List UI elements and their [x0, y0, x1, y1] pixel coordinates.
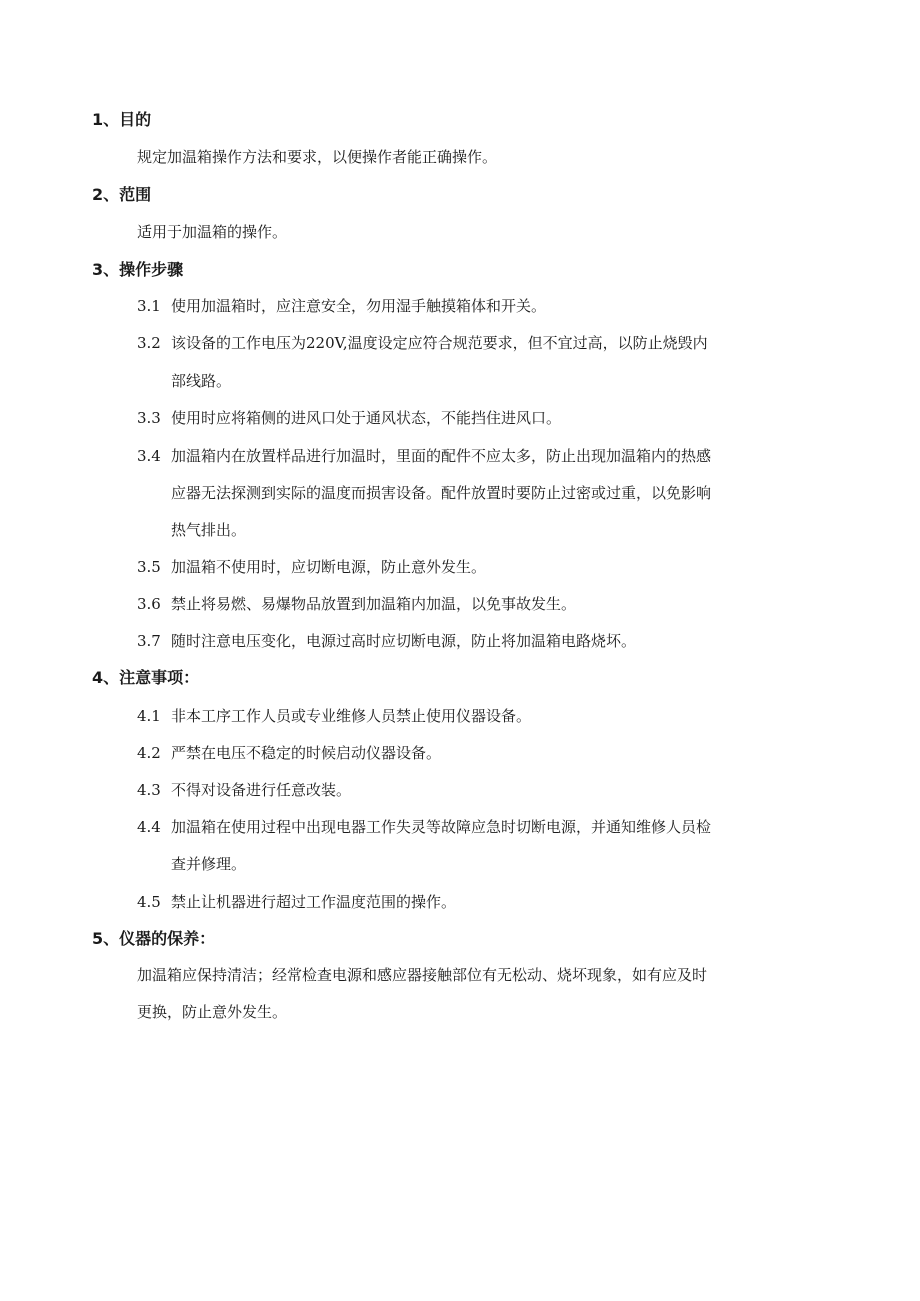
section-paragraph-continued: 更换，防止意外发生。	[137, 1003, 288, 1021]
item-text: 加温箱不使用时，应切断电源，防止意外发生。	[171, 558, 487, 576]
item-number: 4.3	[137, 781, 161, 799]
item-number: 3.3	[137, 409, 161, 427]
section-paragraph: 规定加温箱操作方法和要求，以便操作者能正确操作。	[137, 148, 498, 166]
list-item	[137, 295, 546, 317]
item-text: 禁止将易燃、易爆物品放置到加温箱内加温，以免事故发生。	[171, 595, 577, 613]
item-number: 3.1	[137, 297, 161, 315]
list-item	[137, 816, 711, 838]
item-number: 3.7	[137, 632, 161, 650]
list-item	[137, 630, 636, 652]
section-heading-procedure: 3、操作步骤	[92, 260, 184, 279]
section-heading-precautions: 4、注意事项：	[92, 668, 200, 687]
item-number: 4.5	[137, 893, 161, 911]
item-text: 该设备的工作电压为220V,温度设定应符合规范要求，但不宜过高，以防止烧毁内	[171, 334, 708, 352]
list-item	[137, 445, 711, 467]
section-paragraph: 适用于加温箱的操作。	[137, 223, 288, 241]
item-text: 禁止让机器进行超过工作温度范围的操作。	[171, 893, 457, 911]
item-text: 加温箱在使用过程中出现电器工作失灵等故障应急时切断电源，并通知维修人员检	[171, 818, 712, 836]
item-text: 使用时应将箱侧的进风口处于通风状态，不能挡住进风口。	[171, 409, 562, 427]
item-text-continued: 应器无法探测到实际的温度而损害设备。配件放置时要防止过密或过重，以免影响	[171, 484, 712, 502]
item-number: 4.4	[137, 818, 161, 836]
item-text-continued: 部线路。	[171, 372, 232, 390]
item-text: 严禁在电压不稳定的时候启动仪器设备。	[171, 744, 442, 762]
item-number: 3.5	[137, 558, 161, 576]
list-item	[137, 407, 561, 429]
list-item	[137, 779, 351, 801]
list-item	[137, 332, 708, 354]
item-text: 随时注意电压变化，电源过高时应切断电源，防止将加温箱电路烧坏。	[171, 632, 637, 650]
item-text-continued: 查并修理。	[171, 855, 247, 873]
section-heading-purpose: 1、目的	[92, 110, 152, 129]
list-item	[137, 593, 576, 615]
list-item	[137, 891, 456, 913]
item-number: 4.2	[137, 744, 161, 762]
item-text: 不得对设备进行任意改装。	[171, 781, 352, 799]
list-item	[137, 556, 486, 578]
item-text: 使用加温箱时，应注意安全，勿用湿手触摸箱体和开关。	[171, 297, 547, 315]
item-number: 4.1	[137, 707, 161, 725]
section-paragraph: 加温箱应保持清洁；经常检查电源和感应器接触部位有无松动、烧坏现象，如有应及时	[137, 966, 708, 984]
section-heading-maintenance: 5、仪器的保养：	[92, 929, 216, 948]
item-text-continued: 热气排出。	[171, 521, 247, 539]
item-number: 3.2	[137, 334, 161, 352]
list-item	[137, 742, 441, 764]
item-text: 加温箱内在放置样品进行加温时，里面的配件不应太多，防止出现加温箱内的热感	[171, 447, 712, 465]
item-text: 非本工序工作人员或专业维修人员禁止使用仪器设备。	[171, 707, 532, 725]
item-number: 3.6	[137, 595, 161, 613]
list-item	[137, 705, 531, 727]
item-number: 3.4	[137, 447, 161, 465]
section-heading-scope: 2、范围	[92, 185, 152, 204]
